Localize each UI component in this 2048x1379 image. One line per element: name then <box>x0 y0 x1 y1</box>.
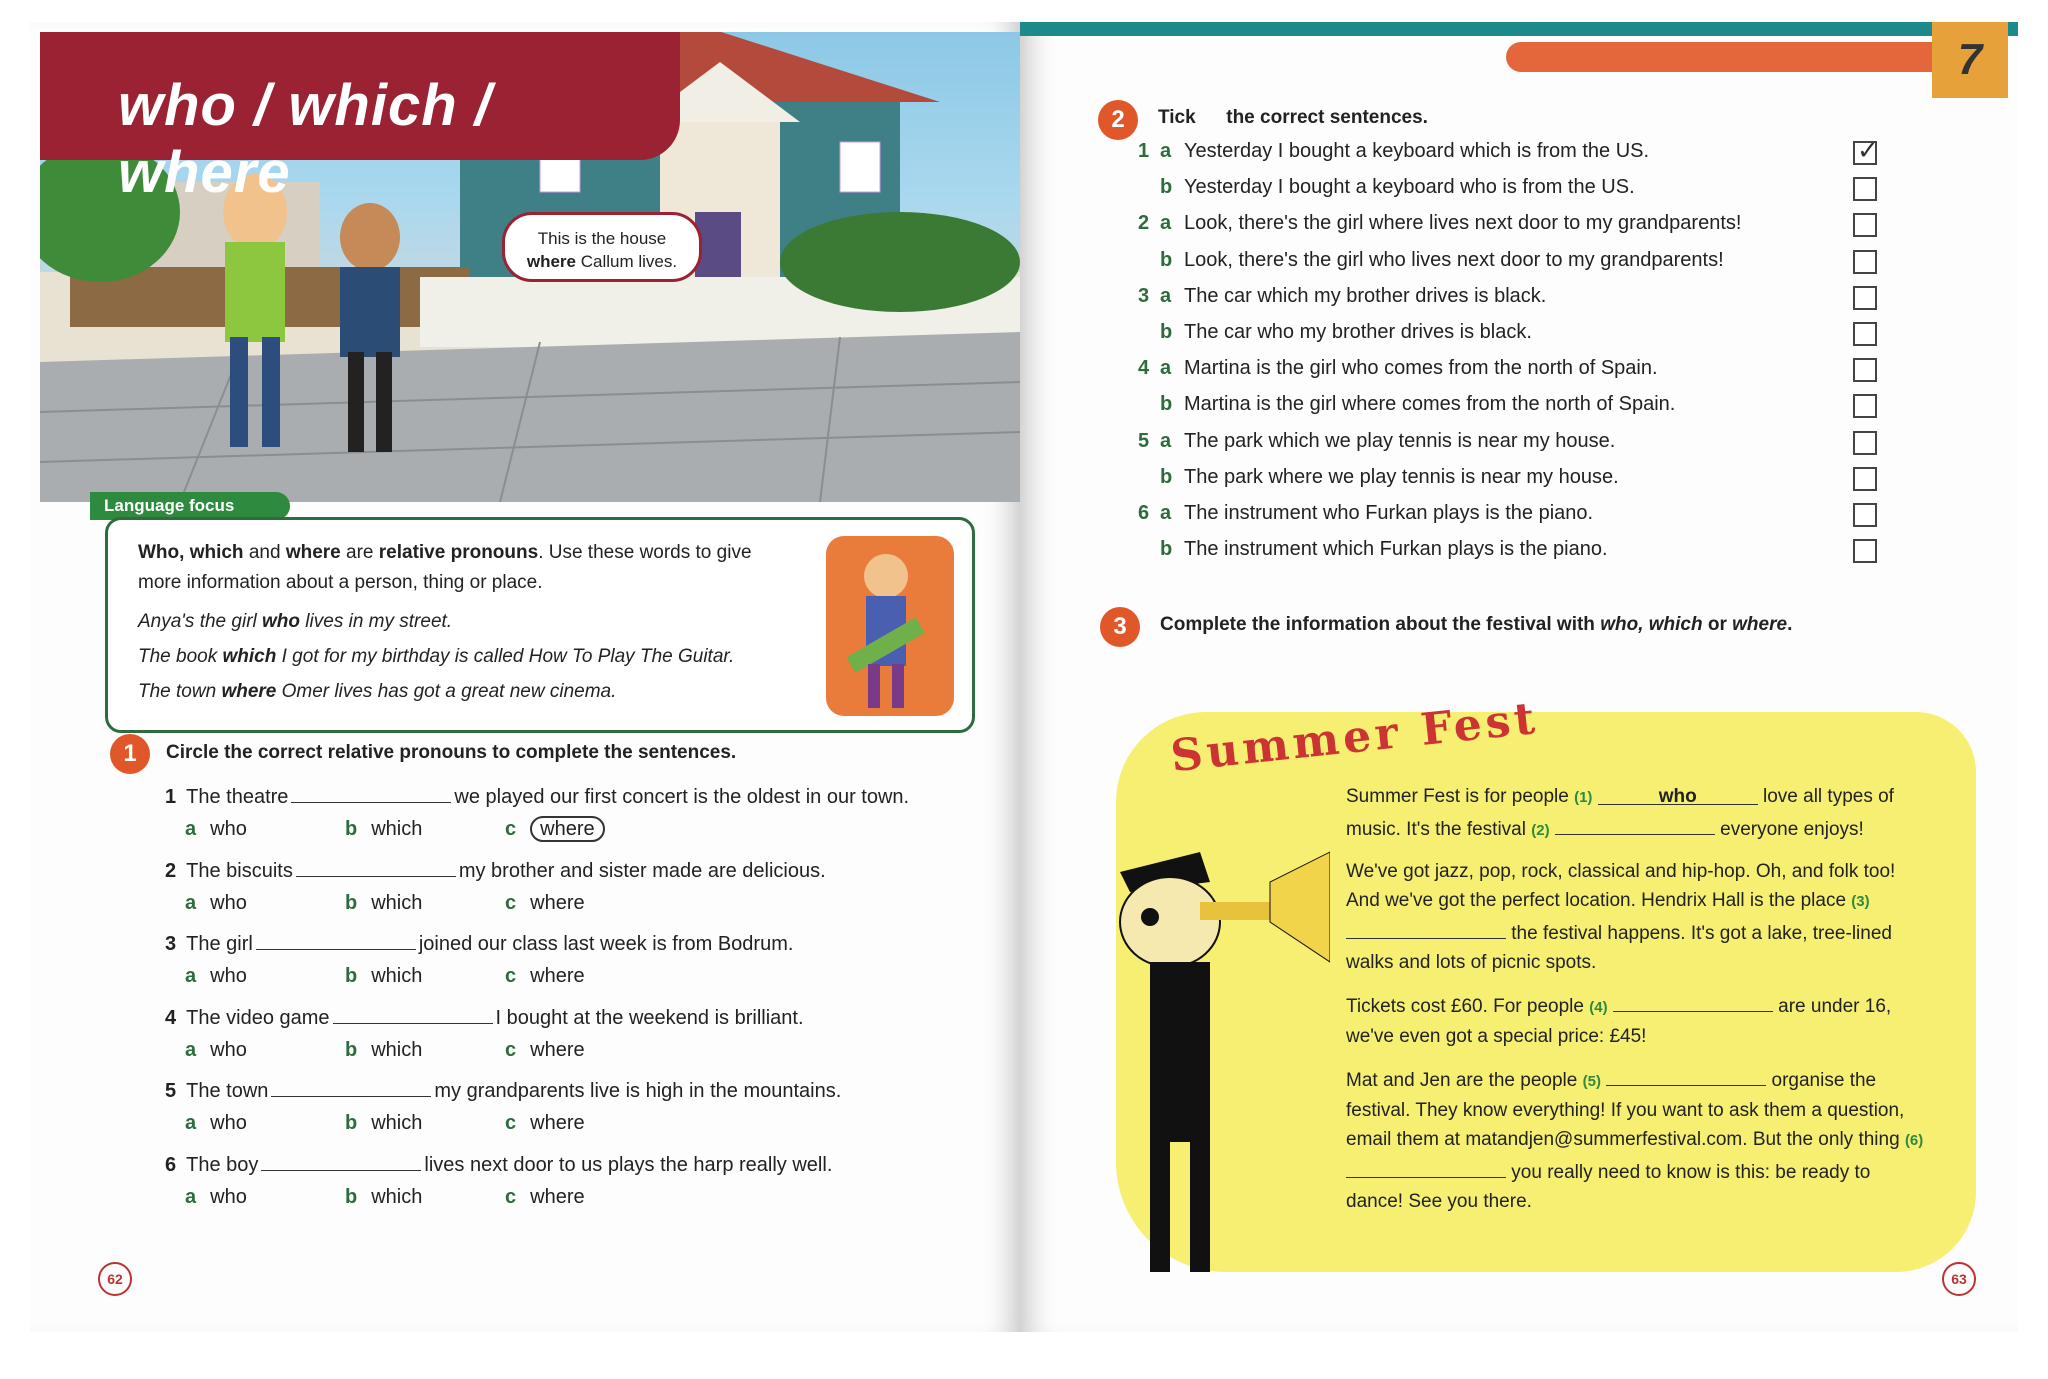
tick-sentence: b The instrument which Furkan plays is the piano. <box>1160 538 1608 561</box>
tick-sentence: 1 a Yesterday I bought a keyboard which is from the US. <box>1138 140 1650 162</box>
option-word: where <box>530 1038 585 1061</box>
tick-box[interactable] <box>1853 213 1877 237</box>
festival-title: Summer Fest <box>1168 692 1541 783</box>
answer-blank[interactable] <box>291 784 451 803</box>
option-b[interactable]: b which <box>345 818 423 840</box>
option-c[interactable]: c where <box>505 965 585 987</box>
question-number: 3 <box>165 933 177 955</box>
exercise-1-question <box>165 858 826 883</box>
festival-paragraph-2: We've got jazz, pop, rock, classical and hip-hop. Oh, and folk too! And we've got the perfect location. Hendrix Hall is the place (3) the festival happens. It's got a lake, tree-lined walks and lots of picnic spots. <box>1346 861 1896 973</box>
answer-blank[interactable] <box>271 1078 431 1097</box>
exercise-3-number: 3 <box>1100 607 1140 647</box>
tick-box[interactable] <box>1853 286 1877 310</box>
option-a[interactable]: a who <box>185 1185 247 1208</box>
option-a[interactable]: a who <box>185 891 247 914</box>
speech-bubble <box>502 212 702 282</box>
title-banner <box>40 32 680 205</box>
option-word: who <box>210 1038 247 1061</box>
option-c[interactable]: c where <box>505 1038 585 1061</box>
tick-box[interactable] <box>1853 467 1877 491</box>
answer-blank[interactable] <box>296 858 456 877</box>
intro-bold-1: Who, which <box>138 542 244 563</box>
exercise-1-question <box>165 931 793 956</box>
question-start: The boy <box>186 1153 259 1176</box>
option-c[interactable]: c where <box>505 891 585 914</box>
page-number-left: 62 <box>98 1262 132 1296</box>
tick-sentence: b The park where we play tennis is near my house. <box>1160 465 1619 488</box>
question-start: The biscuits <box>186 859 293 882</box>
tick-sentence: b The car who my brother drives is black. <box>1160 321 1532 343</box>
workbook-spread <box>30 22 2018 1332</box>
exercise-1-options <box>185 965 665 988</box>
example-sentence: Anya's the girl who lives in my street. <box>138 611 453 632</box>
speech-line-2 <box>505 250 699 273</box>
exercise-1-instruction: Circle the correct relative pronouns to complete the sentences. <box>166 742 737 763</box>
tick-box[interactable] <box>1853 322 1877 346</box>
option-word: who <box>210 891 247 914</box>
intro-are: are <box>346 542 374 563</box>
language-focus-intro <box>138 538 778 598</box>
header-bar <box>1506 42 1936 72</box>
option-a[interactable]: a who <box>185 1038 247 1061</box>
answer-blank[interactable] <box>256 931 416 950</box>
option-word: where <box>530 816 604 842</box>
option-word: which <box>371 1038 423 1061</box>
guitar-player-illustration <box>826 536 954 716</box>
tick-box[interactable] <box>1853 431 1877 455</box>
exercise-2-instruction <box>1158 107 1428 129</box>
exercise-1-question <box>165 784 909 809</box>
trumpet-player-illustration <box>1090 812 1330 1282</box>
answer-blank-5[interactable] <box>1606 1063 1766 1086</box>
answer-blank-6[interactable] <box>1346 1155 1506 1178</box>
exercise-1-options <box>185 1039 665 1062</box>
option-word: where <box>530 1185 585 1208</box>
option-word: which <box>371 818 423 840</box>
option-word: where <box>530 1112 585 1134</box>
option-word: who <box>210 1112 247 1134</box>
tick-sentence: b Martina is the girl where comes from the north of Spain. <box>1160 393 1676 416</box>
answer-blank-1[interactable]: who <box>1598 782 1758 805</box>
exercise-1-options <box>185 1112 665 1135</box>
page-number-right: 63 <box>1942 1262 1976 1296</box>
street-illustration <box>40 32 1020 502</box>
option-word: where <box>530 965 585 987</box>
tick-box[interactable] <box>1853 250 1877 274</box>
option-b[interactable]: b which <box>345 1185 423 1208</box>
option-a[interactable]: a who <box>185 965 247 987</box>
tick-sentence: 6 a The instrument who Furkan plays is the piano. <box>1138 502 1594 524</box>
tick-box[interactable] <box>1853 394 1877 418</box>
question-number: 1 <box>165 786 177 808</box>
tick-box[interactable] <box>1853 539 1877 563</box>
question-number: 4 <box>165 1006 177 1029</box>
tick-box[interactable] <box>1853 503 1877 527</box>
festival-paragraph-1: Summer Fest is for people (1) who love all types of music. It's the festival (2) everyone enjoys! <box>1346 782 1926 845</box>
language-focus-text <box>138 538 778 709</box>
exercise-1-question <box>165 1078 841 1103</box>
option-c[interactable]: c where <box>505 1112 585 1134</box>
question-number: 5 <box>165 1080 177 1102</box>
tick-box[interactable] <box>1853 358 1877 382</box>
question-end: my grandparents live is high in the mountains. <box>434 1080 842 1102</box>
answer-blank-4[interactable] <box>1613 989 1773 1012</box>
check-icon: ✓ <box>1857 135 1879 165</box>
exercise-3-instruction: Complete the information about the festival with who, which or where. <box>1160 614 1793 635</box>
exercise-1-question <box>165 1152 832 1177</box>
instruction-rest: the correct sentences. <box>1226 107 1428 128</box>
speech-keyword: where <box>526 252 577 271</box>
unit-number: 7 <box>1932 22 2008 98</box>
speech-line-2-rest: Callum lives. <box>580 252 678 271</box>
option-word: who <box>210 1185 247 1208</box>
language-focus-tab: Language focus <box>90 492 290 520</box>
intro-rest: . Use these words to give more information about a person, thing or place. <box>138 542 752 593</box>
answer-blank-3[interactable] <box>1346 916 1506 939</box>
speech-line-1: This is the house <box>537 229 667 248</box>
tick-sentence: 2 a Look, there's the girl where lives next door to my grandparents! <box>1138 212 1742 235</box>
left-page <box>30 22 1020 1332</box>
option-word: who <box>210 818 247 840</box>
exercise-1-question <box>165 1005 804 1030</box>
tick-word: Tick <box>1158 107 1196 128</box>
answer-blank[interactable] <box>333 1005 493 1024</box>
question-start: The video game <box>186 1006 330 1029</box>
question-end: lives next door to us plays the harp really well. <box>424 1153 833 1176</box>
option-word: who <box>210 965 247 987</box>
question-end: I bought at the weekend is brilliant. <box>495 1006 804 1029</box>
intro-and: and <box>248 542 281 563</box>
language-focus-box <box>105 517 975 733</box>
exercise-1-options <box>185 892 665 915</box>
exercise-1-options <box>185 1186 665 1209</box>
intro-bold-3: relative pronouns <box>378 542 539 563</box>
guitar-player-art <box>826 536 954 716</box>
option-word: which <box>371 1112 423 1134</box>
example-sentence: The book which I got for my birthday is called How To Play The Guitar. <box>138 646 735 667</box>
question-end: we played our first concert is the oldest in our town. <box>454 786 910 808</box>
option-word: where <box>530 891 585 914</box>
tick-sentence: b Look, there's the girl who lives next door to my grandparents! <box>1160 248 1724 271</box>
option-a[interactable]: a who <box>185 1112 247 1134</box>
festival-text <box>1346 782 1926 1228</box>
option-b[interactable]: b which <box>345 1112 423 1134</box>
option-b[interactable]: b which <box>345 965 423 987</box>
question-number: 2 <box>165 859 177 882</box>
tick-sentence: 4 a Martina is the girl who comes from the north of Spain. <box>1138 357 1658 380</box>
option-b[interactable]: b which <box>345 1038 423 1061</box>
exercise-1-number: 1 <box>110 734 150 774</box>
option-word: which <box>371 965 423 987</box>
question-start: The town <box>186 1080 269 1102</box>
option-a[interactable]: a who <box>185 818 247 840</box>
festival-paragraph-3: Tickets cost £60. For people (4) are under 16, we've even got a special price: £45! <box>1346 989 1926 1051</box>
question-start: The girl <box>186 933 253 955</box>
question-start: The theatre <box>186 786 289 808</box>
option-c[interactable]: c where <box>505 818 665 841</box>
exercise-2-number: 2 <box>1098 100 1138 140</box>
option-b[interactable]: b which <box>345 891 423 914</box>
festival-paragraph-4: Mat and Jen are the people (5) organise the festival. They know everything! If you want to ask them a question, email them at matandjen@summerfestival.com. But the only thing (6) you really need to know is this: be ready to dance! See you there. <box>1346 1063 1926 1216</box>
tick-box[interactable] <box>1853 135 1879 165</box>
answer-blank-2[interactable] <box>1555 812 1715 835</box>
top-band <box>1020 22 2018 36</box>
tick-sentence: b Yesterday I bought a keyboard who is from the US. <box>1160 176 1635 199</box>
tick-sentence: 3 a The car which my brother drives is black. <box>1138 284 1547 307</box>
option-c[interactable]: c where <box>505 1185 585 1208</box>
tick-box[interactable] <box>1853 177 1877 201</box>
question-end: joined our class last week is from Bodrum. <box>418 933 794 955</box>
example-sentence: The town where Omer lives has got a great new cinema. <box>138 681 617 702</box>
question-number: 6 <box>165 1153 177 1176</box>
tick-sentence: 5 a The park which we play tennis is near my house. <box>1138 429 1616 452</box>
question-end: my brother and sister made are delicious. <box>458 859 826 882</box>
intro-bold-2: where <box>285 542 341 563</box>
answer-blank[interactable] <box>261 1152 421 1171</box>
page-title: who / which / where <box>118 73 492 205</box>
option-word: which <box>371 891 423 914</box>
right-page <box>1020 22 2018 1332</box>
exercise-1-options <box>185 818 665 841</box>
option-word: which <box>371 1185 423 1208</box>
